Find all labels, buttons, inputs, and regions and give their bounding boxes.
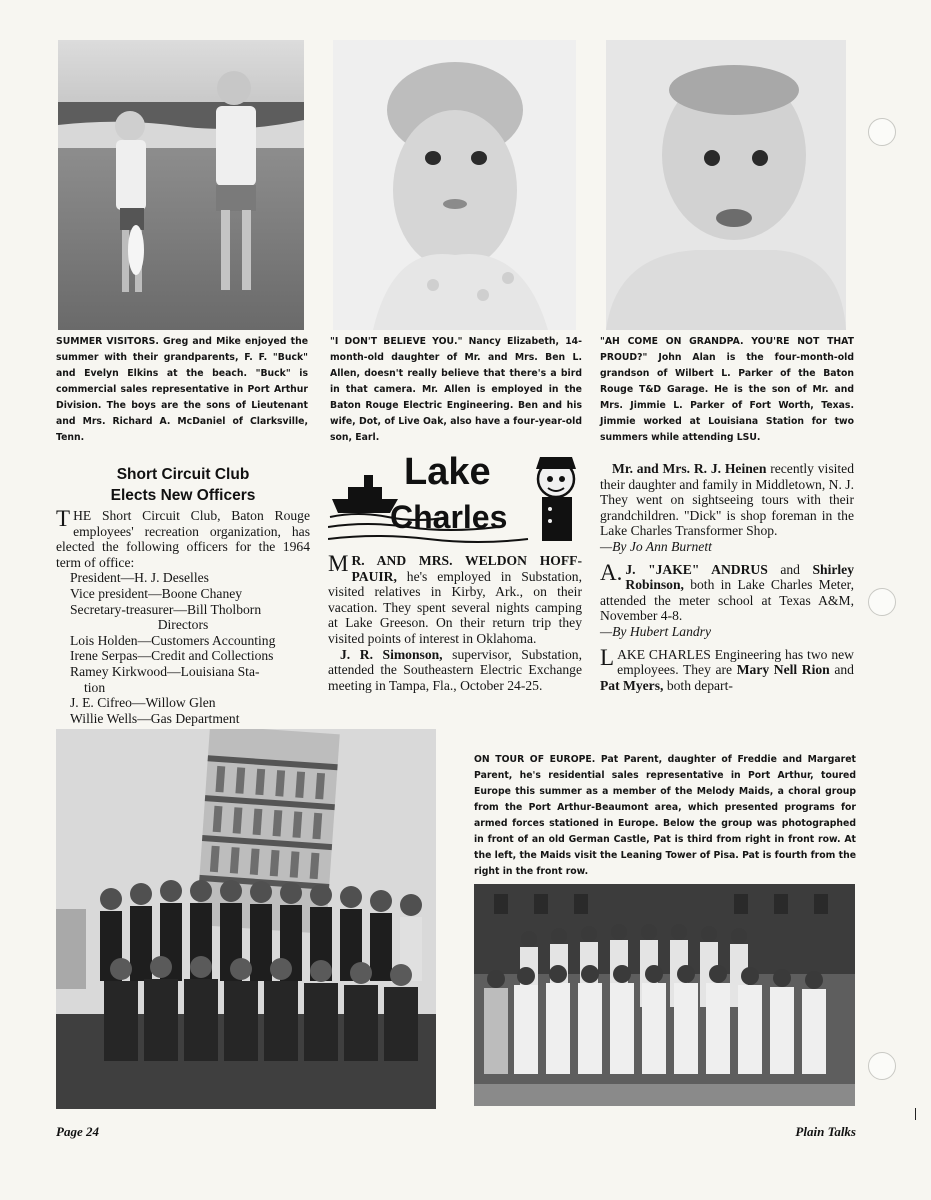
photo-summer-visitors (58, 40, 304, 330)
director-item: Willie Wells—Gas Department (70, 710, 240, 726)
club-headline (58, 464, 308, 506)
caption-text: John Alan is the four-month-old grandson of Wilbert L. Parker of the Baton Rouge T&D Garage. He is the son of Mr. and Mrs. Jimmie L. Parker of Fort Worth, Texas. Jimmie worked at Louisiana Station for two summers while attending LSU. (600, 352, 854, 443)
director-item: Irene Serpas—Credit and Collections (70, 648, 274, 664)
officer-item: Secretary-treasurer—Bill Tholborn (70, 601, 262, 617)
simonson-name: J. R. Simonson, (340, 646, 443, 662)
drop-cap: T (56, 506, 71, 531)
engineering-text: AKE CHARLES Engineering has two new employees. They are (617, 646, 854, 678)
photo-leaning-tower (56, 729, 436, 1109)
engineering-and: and (834, 662, 854, 678)
margin-tick (915, 1108, 916, 1120)
lake-charles-column-1 (328, 553, 582, 693)
logo-word-charles: Charles (390, 499, 508, 535)
officer-list (70, 570, 310, 726)
drop-cap: A. (600, 559, 623, 585)
hoffpauir-paragraph (328, 553, 582, 647)
robinson-name: Shirley Robinson, (625, 561, 854, 593)
myers-name: Pat Myers, (600, 677, 664, 693)
caption-title: "AH COME ON GRANDPA. YOU'RE NOT THAT PROUD?" (600, 336, 854, 363)
hoffpauir-name: R. AND MRS. WELDON HOFF-PAUIR, (351, 553, 582, 584)
heinen-paragraph (600, 461, 854, 539)
heinen-name: Mr. and Mrs. R. J. Heinen (612, 461, 767, 476)
binder-hole (868, 118, 896, 146)
club-intro-text: HE Short Circuit Club, Baton Rouge employees' recreation organization, has elected the following officers for the 1964 term of office: (56, 508, 310, 570)
ship-icon (332, 499, 398, 513)
engineering-end: both depart- (666, 677, 733, 693)
caption-summer-visitors (56, 334, 308, 446)
lake-charles-logo (328, 447, 584, 549)
engineering-paragraph (600, 644, 854, 694)
club-headline-line-2: Elects New Officers (110, 487, 256, 504)
drop-cap: L (600, 644, 615, 670)
directors-heading: Directors (157, 617, 209, 633)
caption-text: Nancy Elizabeth, 14-month-old daughter of Mr. and Mrs. Ben L. Allen, doesn't really believe that there's a bird in that camera. Mr. Allen is employed in the Baton Rouge Electric Engineering. Ben and his wife, Dot, of Live Oak, also have a four-year-old son, Earl. (330, 336, 582, 443)
binder-hole (868, 1052, 896, 1080)
heinen-text: recently visited their daughter and family in Middletown, N. J. They went on sightseeing tours with their grandchildren. "Dick" is shop foreman in the Lake Charles Transformer Shop. (600, 461, 854, 539)
caption-title: ON TOUR OF EUROPE. (474, 754, 596, 765)
photo-baby-john (606, 40, 846, 330)
officer-item: Vice president—Boone Chaney (70, 585, 243, 601)
caption-title: "I DON'T BELIEVE YOU." (330, 336, 463, 347)
officer-item: President—H. J. Deselles (70, 570, 209, 586)
lake-charles-column-2 (600, 461, 854, 693)
club-article (56, 508, 310, 726)
simonson-paragraph (328, 647, 582, 694)
logo-word-lake: Lake (404, 451, 491, 493)
caption-text: Pat Parent, daughter of Freddie and Margaret Parent, he's residential sales representative in Port Arthur, toured Europe this summer as a member of the Melody Maids, a choral group from the Port Arthur-Beaumont area, which presented programs for armed forces stationed in Europe. Below the group was photographed in front of an old German Castle, Pat is third from right in front row. At the left, the Maids visit the Leaning Tower of Pisa. Pat is fourth from the right in the front row. (474, 754, 856, 877)
photo-german-castle (474, 884, 855, 1106)
simonson-text: supervisor, Substation, attended the Southeastern Electric Exchange meeting in Tampa, Fla., October 24-25. (328, 646, 582, 693)
drop-cap: M (328, 551, 349, 576)
caption-tour-of-europe (474, 752, 856, 880)
binder-hole (868, 588, 896, 616)
andrus-paragraph (600, 559, 854, 624)
director-item: Ramey Kirkwood—Louisiana Sta- (70, 663, 260, 679)
page-number: Page 24 (56, 1124, 99, 1139)
byline-landry: —By Hubert Landry (600, 623, 712, 639)
andrus-text: both in Lake Charles Meter, attended the meter school at Texas A&M, November 4-8. (600, 577, 854, 624)
club-intro (56, 508, 310, 570)
club-headline-line-1: Short Circuit Club (116, 466, 250, 483)
andrus-and: and (780, 561, 800, 577)
byline-burnett: —By Jo Ann Burnett (600, 538, 712, 554)
caption-title: SUMMER VISITORS. (56, 336, 159, 347)
caption-grandpa (600, 334, 854, 446)
photo-baby-nancy (333, 40, 576, 330)
hoffpauir-text: he's employed in Substation, visited relatives in Kirby, Ark., on their vacation. They spent several nights camping at Lake Greeson. On their return trip they visited points of interest in Oklahoma. (328, 568, 582, 646)
director-item: tion (84, 679, 106, 695)
director-item: Lois Holden—Customers Accounting (70, 632, 276, 648)
andrus-name: J. "JAKE" ANDRUS (625, 561, 768, 577)
caption-text: Greg and Mike enjoyed the summer with their grandparents, F. F. "Buck" and Evelyn Elkins at the beach. "Buck" is commercial sales representative in Port Arthur Division. The boys are the sons of Lieutenant and Mrs. Richard A. McDaniel of Clarksville, Tenn. (56, 336, 308, 443)
director-item: J. E. Cifreo—Willow Glen (70, 695, 216, 711)
publication-name: Plain Talks (795, 1124, 856, 1139)
caption-dont-believe (330, 334, 582, 446)
rion-name: Mary Nell Rion (736, 662, 830, 678)
